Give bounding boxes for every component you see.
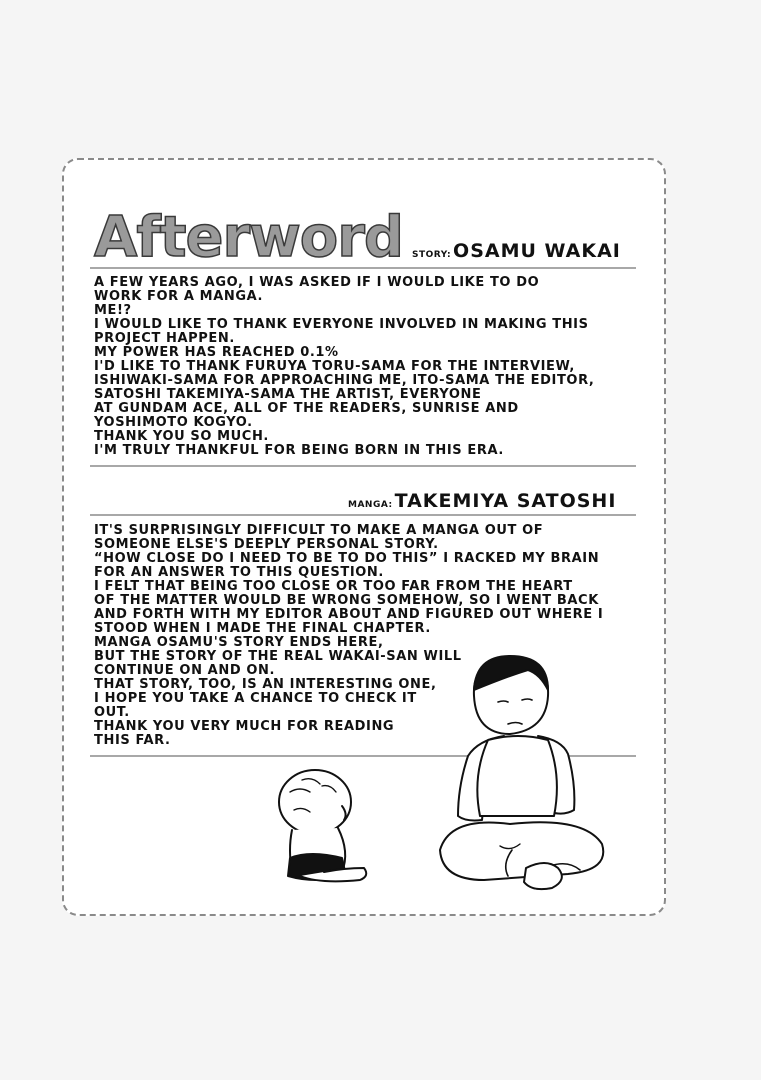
manga-role-label: MANGA: <box>348 500 393 510</box>
text-line: I'D LIKE TO THANK FURUYA TORU-SAMA FOR THE INTERVIEW, <box>94 359 575 374</box>
text-line: PROJECT HAPPEN. <box>94 331 235 346</box>
text-line: I WOULD LIKE TO THANK EVERYONE INVOLVED IN MAKING THIS <box>94 317 589 332</box>
text-line: SATOSHI TAKEMIYA-SAMA THE ARTIST, EVERYONE <box>94 387 482 402</box>
characters-illustration <box>260 640 620 910</box>
text-line: OF THE MATTER WOULD BE WRONG SOMEHOW, SO I WENT BACK <box>94 593 599 608</box>
text-line: OUT. <box>94 705 130 720</box>
manga-author: TAKEMIYA SATOSHI <box>394 490 617 512</box>
story-author: OSAMU WAKAI <box>453 240 621 262</box>
child-figure <box>279 770 366 881</box>
story-top-rule <box>90 267 636 269</box>
text-line: ME!? <box>94 303 132 318</box>
text-line: STOOD WHEN I MADE THE FINAL CHAPTER. <box>94 621 431 636</box>
text-line: “HOW CLOSE DO I NEED TO BE TO DO THIS” I RACKED MY BRAIN <box>94 551 600 566</box>
text-line: SOMEONE ELSE'S DEEPLY PERSONAL STORY. <box>94 537 439 552</box>
story-credit <box>412 240 621 262</box>
story-text <box>94 276 594 458</box>
text-line: AT GUNDAM ACE, ALL OF THE READERS, SUNRISE AND <box>94 401 519 416</box>
story-role-label: STORY: <box>412 250 452 260</box>
text-line: THANK YOU SO MUCH. <box>94 429 269 444</box>
text-line: YOSHIMOTO KOGYO. <box>94 415 253 430</box>
manga-top-rule <box>90 514 636 516</box>
text-line: MY POWER HAS REACHED 0.1% <box>94 345 339 360</box>
text-line: A FEW YEARS AGO, I WAS ASKED IF I WOULD LIKE TO DO <box>94 275 540 290</box>
text-line: AND FORTH WITH MY EDITOR ABOUT AND FIGURED OUT WHERE I <box>94 607 604 622</box>
text-line: THIS FAR. <box>94 733 171 748</box>
text-line: IT'S SURPRISINGLY DIFFICULT TO MAKE A MANGA OUT OF <box>94 523 544 538</box>
text-line: I'M TRULY THANKFUL FOR BEING BORN IN THIS ERA. <box>94 443 504 458</box>
text-line: I HOPE YOU TAKE A CHANCE TO CHECK IT <box>94 691 417 706</box>
manga-credit <box>348 490 616 512</box>
text-line: CONTINUE ON AND ON. <box>94 663 276 678</box>
text-line: BUT THE STORY OF THE REAL WAKAI-SAN WILL <box>94 649 462 664</box>
text-line: ISHIWAKI-SAMA FOR APPROACHING ME, ITO-SAMA THE EDITOR, <box>94 373 595 388</box>
text-line: THANK YOU VERY MUCH FOR READING <box>94 719 395 734</box>
story-bottom-rule <box>90 465 636 467</box>
adult-figure <box>440 656 603 889</box>
text-line: I FELT THAT BEING TOO CLOSE OR TOO FAR FROM THE HEART <box>94 579 573 594</box>
text-line: FOR AN ANSWER TO THIS QUESTION. <box>94 565 384 580</box>
text-line: WORK FOR A MANGA. <box>94 289 264 304</box>
text-line: THAT STORY, TOO, IS AN INTERESTING ONE, <box>94 677 437 692</box>
page-title: Afterword <box>94 205 403 270</box>
text-line: MANGA OSAMU'S STORY ENDS HERE, <box>94 635 384 650</box>
